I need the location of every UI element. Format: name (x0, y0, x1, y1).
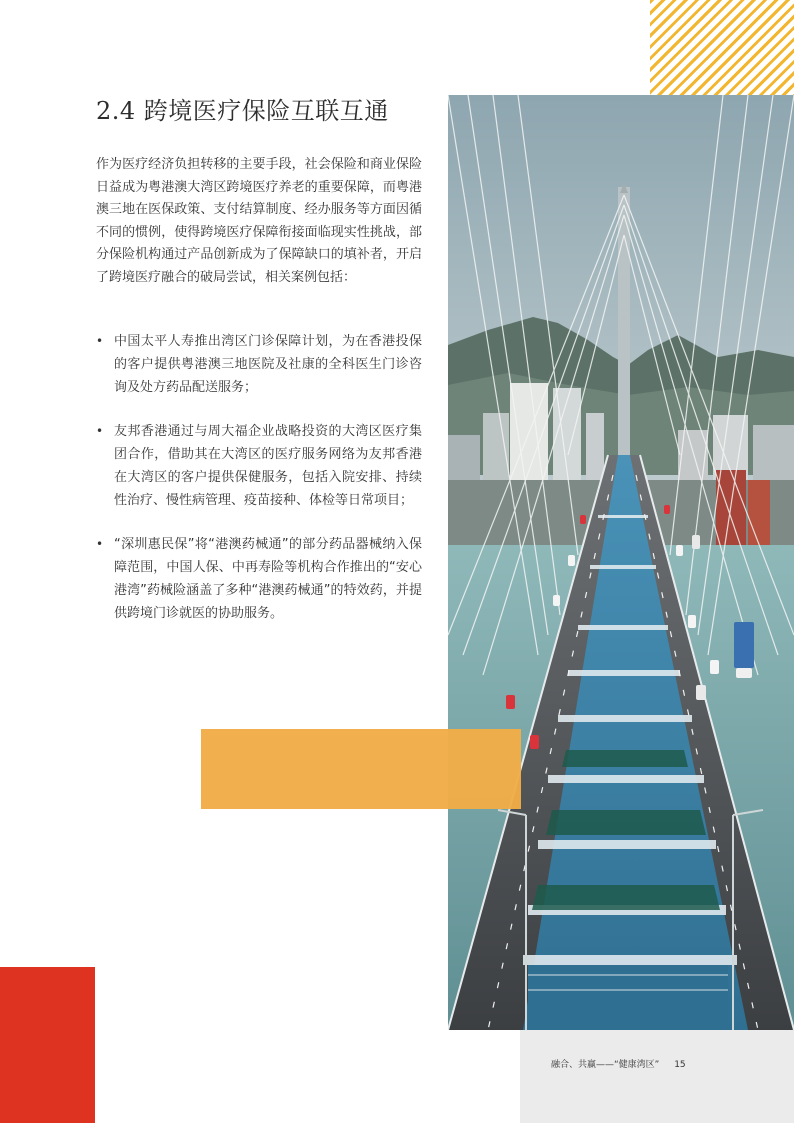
intro-paragraph: 作为医疗经济负担转移的主要手段，社会保险和商业保险日益成为粤港澳大湾区跨境医疗养老的重要保障，而粤港澳三地在医保政策、支付结算制度、经办服务等方面因循不同的惯例，使得跨境医疗保障衔接面临现实性挑战，部分保险机构通过产品创新成为了保障缺口的填补者，开启了跨境医疗融合的破局尝试，相关案例包括： (96, 157, 422, 285)
bridge-photo (448, 95, 794, 1030)
bullet-icon: • (96, 537, 104, 551)
red-accent-block (0, 967, 95, 1123)
list-item (96, 533, 422, 625)
footer-band (520, 1030, 794, 1123)
case-list (96, 330, 422, 646)
list-item-text: 中国太平人寿推出湾区门诊保障计划，为在香港投保的客户提供粤港澳三地医院及社康的全科医生门诊咨询及处方药品配送服务； (114, 334, 422, 395)
bullet-icon: • (96, 424, 104, 438)
page-number: 15 (674, 1060, 686, 1070)
section-heading: 2.4 跨境医疗保险互联互通 (96, 97, 389, 125)
orange-accent-block (201, 729, 521, 809)
bullet-icon: • (96, 334, 104, 348)
list-item-text: “深圳惠民保”将“港澳药械通”的部分药品器械纳入保障范围，中国人保、中再寿险等机构合作推出的“安心港湾”药械险涵盖了多种“港澳药械通”的特效药，并提供跨境门诊就医的协助服务。 (114, 537, 422, 621)
page-footer (551, 1057, 686, 1070)
list-item (96, 420, 422, 512)
footer-title: 融合、共赢——“健康湾区” (551, 1060, 660, 1070)
list-item-text: 友邦香港通过与周大福企业战略投资的大湾区医疗集团合作，借助其在大湾区的医疗服务网络为友邦香港在大湾区的客户提供保健服务，包括入院安排、持续性治疗、慢性病管理、疫苗接种、体检等日常项目； (114, 424, 422, 508)
list-item (96, 330, 422, 399)
